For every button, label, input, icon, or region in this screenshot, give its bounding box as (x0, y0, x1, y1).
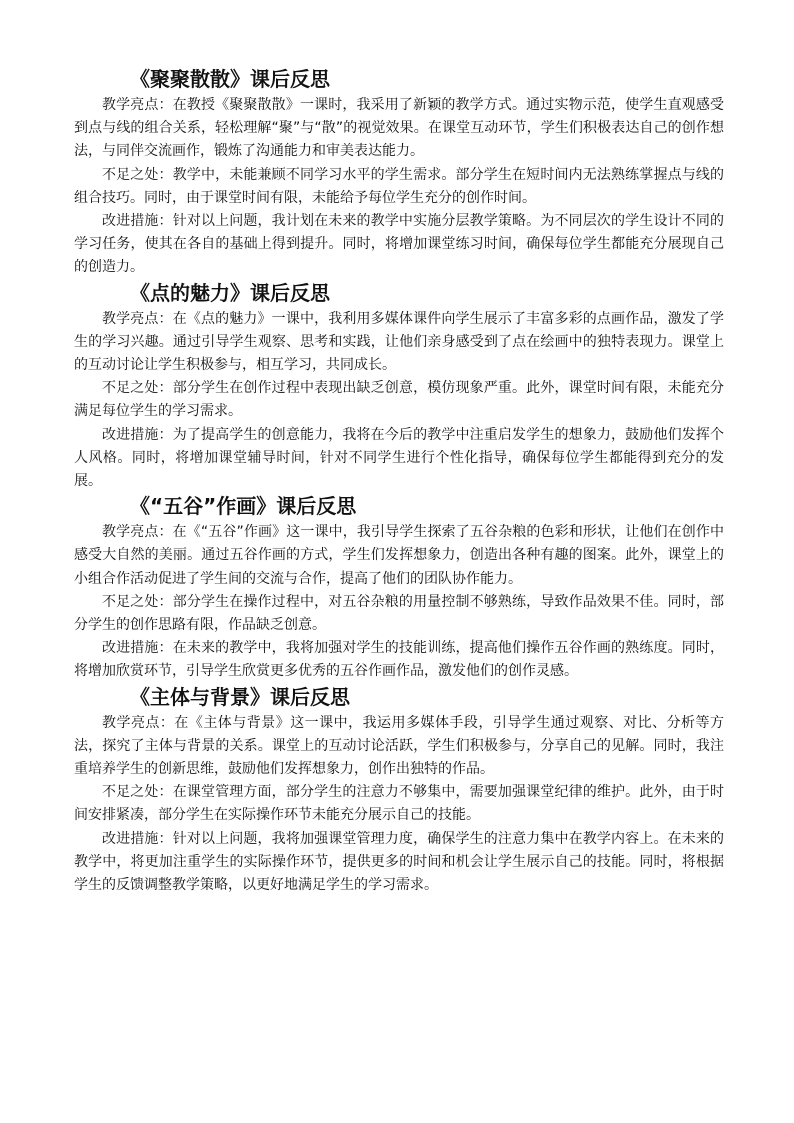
section-title: 《点的魅力》课后反思 (130, 280, 330, 305)
paragraph-highlights: 教学亮点：在《主体与背景》这一课中，我运用多媒体手段，引导学生通过观察、对比、分析等方法，探究了主体与背景的关系。课堂上的互动讨论活跃，学生们积极参与，分享自己的见解。同时，我注重培养学生的创新思维，鼓励他们发挥想象力，创作出独特的作品。 (74, 714, 724, 778)
paragraph-shortcomings: 不足之处：部分学生在操作过程中，对五谷杂粮的用量控制不够熟练，导致作品效果不佳。同时，部分学生的创作思路有限，作品缺乏创意。 (74, 593, 724, 634)
section-wugu-zuohua (74, 493, 724, 683)
paragraph-highlights: 教学亮点：在教授《聚聚散散》一课时，我采用了新颖的教学方式。通过实物示范，使学生直观感受到点与线的组合关系，轻松理解“聚”与“散”的视觉效果。在课堂互动环节，学生们积极表达自己的创作想法，与同伴交流画作，锻炼了沟通能力和审美表达能力。 (74, 97, 724, 160)
paragraph-highlights: 教学亮点：在《点的魅力》一课中，我利用多媒体课件向学生展示了丰富多彩的点画作品，激发了学生的学习兴趣。通过引导学生观察、思考和实践，让他们亲身感受到了点在绘画中的独特表现力。课堂上的互动讨论让学生积极参与，相互学习，共同成长。 (74, 310, 724, 374)
section-zhuti-yu-beijing (74, 684, 724, 898)
paragraph-improvements: 改进措施：为了提高学生的创意能力，我将在今后的教学中注重启发学生的想象力，鼓励他们发挥个人风格。同时，将增加课堂辅导时间，针对不同学生进行个性化指导，确保每位学生都能得到充分的发展。 (74, 426, 724, 490)
paragraph-shortcomings: 不足之处：教学中，未能兼顾不同学习水平的学生需求。部分学生在短时间内无法熟练掌握点与线的组合技巧。同时，由于课堂时间有限，未能给予每位学生充分的创作时间。 (74, 166, 724, 206)
paragraph-shortcomings: 不足之处：部分学生在创作过程中表现出缺乏创意，模仿现象严重。此外，课堂时间有限，未能充分满足每位学生的学习需求。 (74, 380, 724, 420)
paragraph-improvements: 改进措施：在未来的教学中，我将加强对学生的技能训练，提高他们操作五谷作画的熟练度。同时，将增加欣赏环节，引导学生欣赏更多优秀的五谷作画作品，激发他们的创作灵感。 (74, 640, 724, 680)
section-juju-sansan (74, 66, 724, 280)
paragraph-highlights: 教学亮点：在《“五谷”作画》这一课中，我引导学生探索了五谷杂粮的色彩和形状，让他们在创作中感受大自然的美丽。通过五谷作画的方式，学生们发挥想象力，创造出各种有趣的图案。此外，课堂上的小组合作活动促进了学生间的交流与合作，提高了他们的团队协作能力。 (74, 524, 724, 587)
section-title: 《“五谷”作画》课后反思 (130, 494, 357, 519)
paragraph-improvements: 改进措施：针对以上问题，我计划在未来的教学中实施分层教学策略。为不同层次的学生设计不同的学习任务，使其在各自的基础上得到提升。同时，将增加课堂练习时间，确保每位学生都能充分展现自己的创造力。 (74, 213, 724, 276)
document-page (74, 66, 724, 897)
section-title: 《聚聚散散》课后反思 (130, 67, 330, 91)
section-dian-de-meili (74, 280, 724, 494)
paragraph-improvements: 改进措施：针对以上问题，我将加强课堂管理力度，确保学生的注意力集中在教学内容上。在未来的教学中，将更加注重学生的实际操作环节，提供更多的时间和机会让学生展示自己的技能。同时，将根据学生的反馈调整教学策略，以更好地满足学生的学习需求。 (74, 830, 724, 894)
section-title: 《主体与背景》课后反思 (130, 684, 350, 709)
paragraph-shortcomings: 不足之处：在课堂管理方面，部分学生的注意力不够集中，需要加强课堂纪律的维护。此外，由于时间安排紧凑，部分学生在实际操作环节未能充分展示自己的技能。 (74, 784, 724, 824)
